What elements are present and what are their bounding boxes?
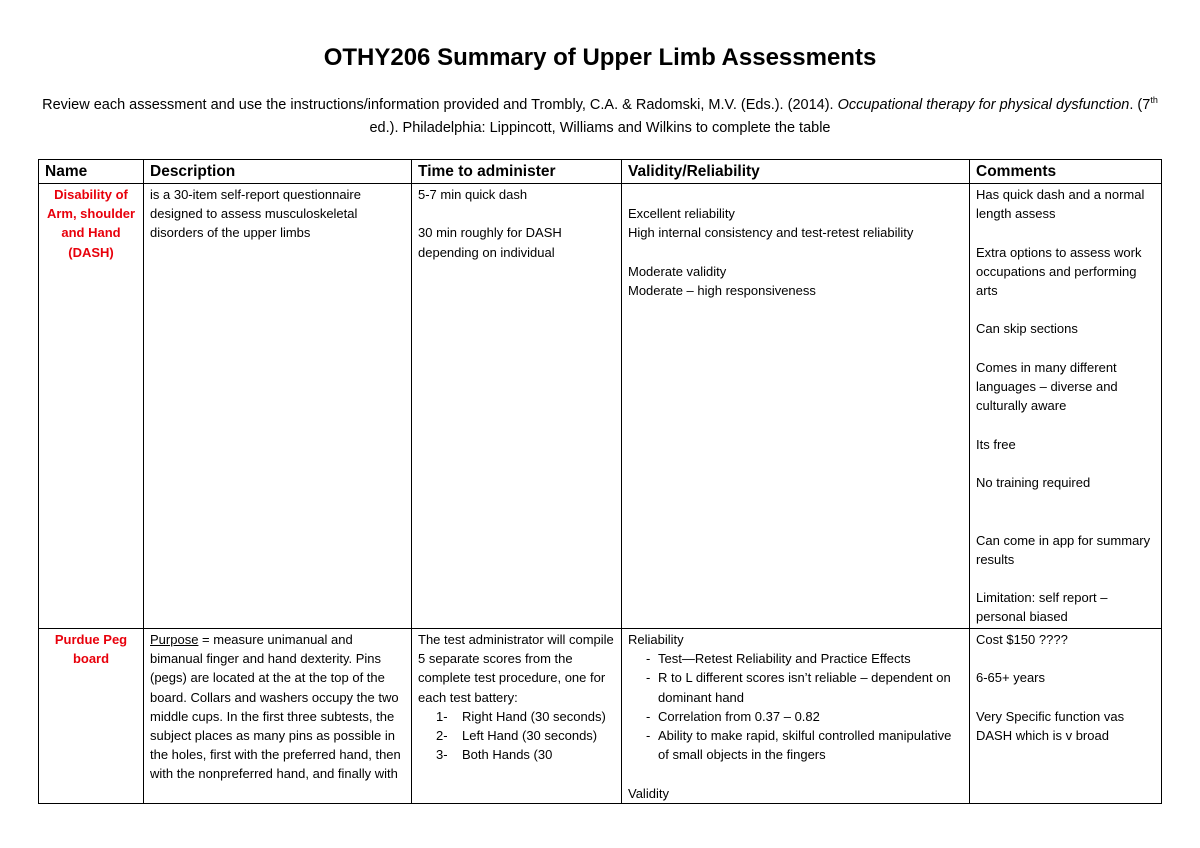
dash-list-item: [628, 649, 963, 668]
header-description: Description: [144, 160, 412, 184]
header-name: Name: [39, 160, 144, 184]
cell-line: [976, 688, 1155, 707]
dash-list-marker: -: [646, 708, 651, 724]
dash-list-text: Test—Retest Reliability and Practice Effects: [658, 651, 911, 667]
cell-line: [976, 300, 1155, 319]
validity-tail: Validity: [628, 785, 669, 801]
assessment-comments: [970, 184, 1162, 629]
cell-line: [418, 204, 615, 223]
dash-list-item: [628, 726, 963, 764]
assessment-validity: [622, 184, 970, 629]
cell-line: [976, 511, 1155, 530]
page-title: OTHY206 Summary of Upper Limb Assessments: [323, 44, 877, 71]
validity-spacer: [628, 764, 963, 783]
intro-text-2: . (7: [1129, 97, 1151, 113]
cell-line: Has quick dash and a normal length assess: [976, 187, 1145, 222]
cell-line: 5-7 min quick dash: [418, 187, 528, 202]
assessment-time: [412, 184, 622, 629]
cell-line: Cost $150 ????: [976, 632, 1068, 647]
description-text: [150, 630, 405, 784]
numbered-list-marker: 1-: [436, 708, 448, 724]
description-text: is a 30-item self-report questionnaire designed to assess musculoskeletal disorders of the upper limbs: [150, 187, 361, 241]
numbered-list-text: Both Hands (30: [462, 747, 553, 763]
dash-list-text: Ability to make rapid, skilful controlled manipulative of small objects in the fingers: [658, 728, 952, 763]
cell-line: No training required: [976, 474, 1091, 490]
assessment-table: [38, 159, 1162, 804]
dash-list-marker: -: [646, 728, 651, 744]
header-comments: Comments: [970, 160, 1162, 184]
cell-line: 6-65+ years: [976, 670, 1046, 686]
numbered-list-text: Left Hand (30 seconds): [462, 728, 598, 744]
numbered-list-marker: 3-: [436, 747, 448, 763]
numbered-list-item: [418, 745, 615, 764]
dash-list-marker: -: [646, 651, 651, 667]
assessment-name: Disability of Arm, shoulder and Hand (DASH): [39, 184, 144, 629]
validity-list: [628, 649, 963, 764]
cell-line: [628, 185, 963, 204]
assessment-description: [144, 184, 412, 629]
description-body: = measure unimanual and bimanual finger and hand dexterity. Pins (pegs) are located at the at the top of the board. Collars and washers occupy the two middle cups. In the first three subtests, the subject places as many pins as possible in the holes, first with the preferred hand, then with the nonpreferred hand, and finally with: [150, 632, 401, 782]
cell-line: Extra options to assess work occupations and performing arts: [976, 244, 1142, 298]
time-intro: The test administrator will compile 5 separate scores from the complete test procedure, one for each test battery:: [418, 632, 614, 705]
cell-line: [976, 339, 1155, 358]
cell-line: Excellent reliability: [628, 206, 735, 222]
assessment-validity: [622, 629, 970, 804]
cell-line: Very Specific function vas DASH which is v broad: [976, 708, 1125, 743]
assessment-name: Purdue Peg board: [39, 629, 144, 804]
time-list: [418, 707, 615, 765]
cell-line: [628, 243, 963, 262]
cell-line: [976, 454, 1155, 473]
intro-text-3: ed.). Philadelphia: Lippincott, Williams and Wilkins to complete the table: [369, 120, 831, 136]
cell-line: Moderate – high responsiveness: [628, 282, 816, 298]
table-row: [39, 629, 1162, 804]
cell-line: High internal consistency and test-retest reliability: [628, 225, 914, 241]
cell-line: [976, 649, 1155, 668]
intro-book-title: Occupational therapy for physical dysfunction: [837, 97, 1130, 113]
cell-line: Can skip sections: [976, 321, 1078, 337]
cell-line: Limitation: self report – personal biased: [976, 590, 1108, 625]
numbered-list-item: [418, 707, 615, 726]
cell-line: Comes in many different languages – diverse and culturally aware: [976, 359, 1118, 414]
assessment-description: [144, 629, 412, 804]
assessment-comments: [970, 629, 1162, 804]
numbered-list-text: Right Hand (30 seconds): [462, 708, 606, 724]
header-time: Time to administer: [412, 160, 622, 184]
dash-list-text: R to L different scores isn’t reliable – dependent on dominant hand: [658, 670, 951, 705]
header-validity: Validity/Reliability: [622, 160, 970, 184]
cell-line: [976, 492, 1155, 511]
header-row: [39, 160, 1162, 184]
cell-line: [976, 223, 1155, 242]
validity-heading: Reliability: [628, 632, 684, 647]
cell-line: [976, 415, 1155, 434]
numbered-list-marker: 2-: [436, 728, 448, 744]
cell-line: Can come in app for summary results: [976, 532, 1151, 567]
cell-line: Moderate validity: [628, 263, 727, 279]
table-row: [39, 184, 1162, 629]
cell-line: 30 min roughly for DASH depending on individual: [418, 225, 562, 260]
intro-text-1: Review each assessment and use the instructions/information provided and Trombly, C.A. & Radomski, M.V. (Eds.). (2014).: [42, 97, 838, 113]
intro-superscript: th: [1150, 95, 1158, 106]
numbered-list-item: [418, 726, 615, 745]
dash-list-marker: -: [646, 670, 651, 686]
assessment-time: [412, 629, 622, 804]
cell-line: [976, 569, 1155, 588]
dash-list-item: [628, 707, 963, 726]
dash-list-item: [628, 668, 963, 706]
cell-line: Its free: [976, 436, 1016, 452]
dash-list-text: Correlation from 0.37 – 0.82: [658, 708, 820, 724]
description-purpose-label: Purpose: [150, 632, 199, 647]
intro-paragraph: [40, 94, 1160, 140]
